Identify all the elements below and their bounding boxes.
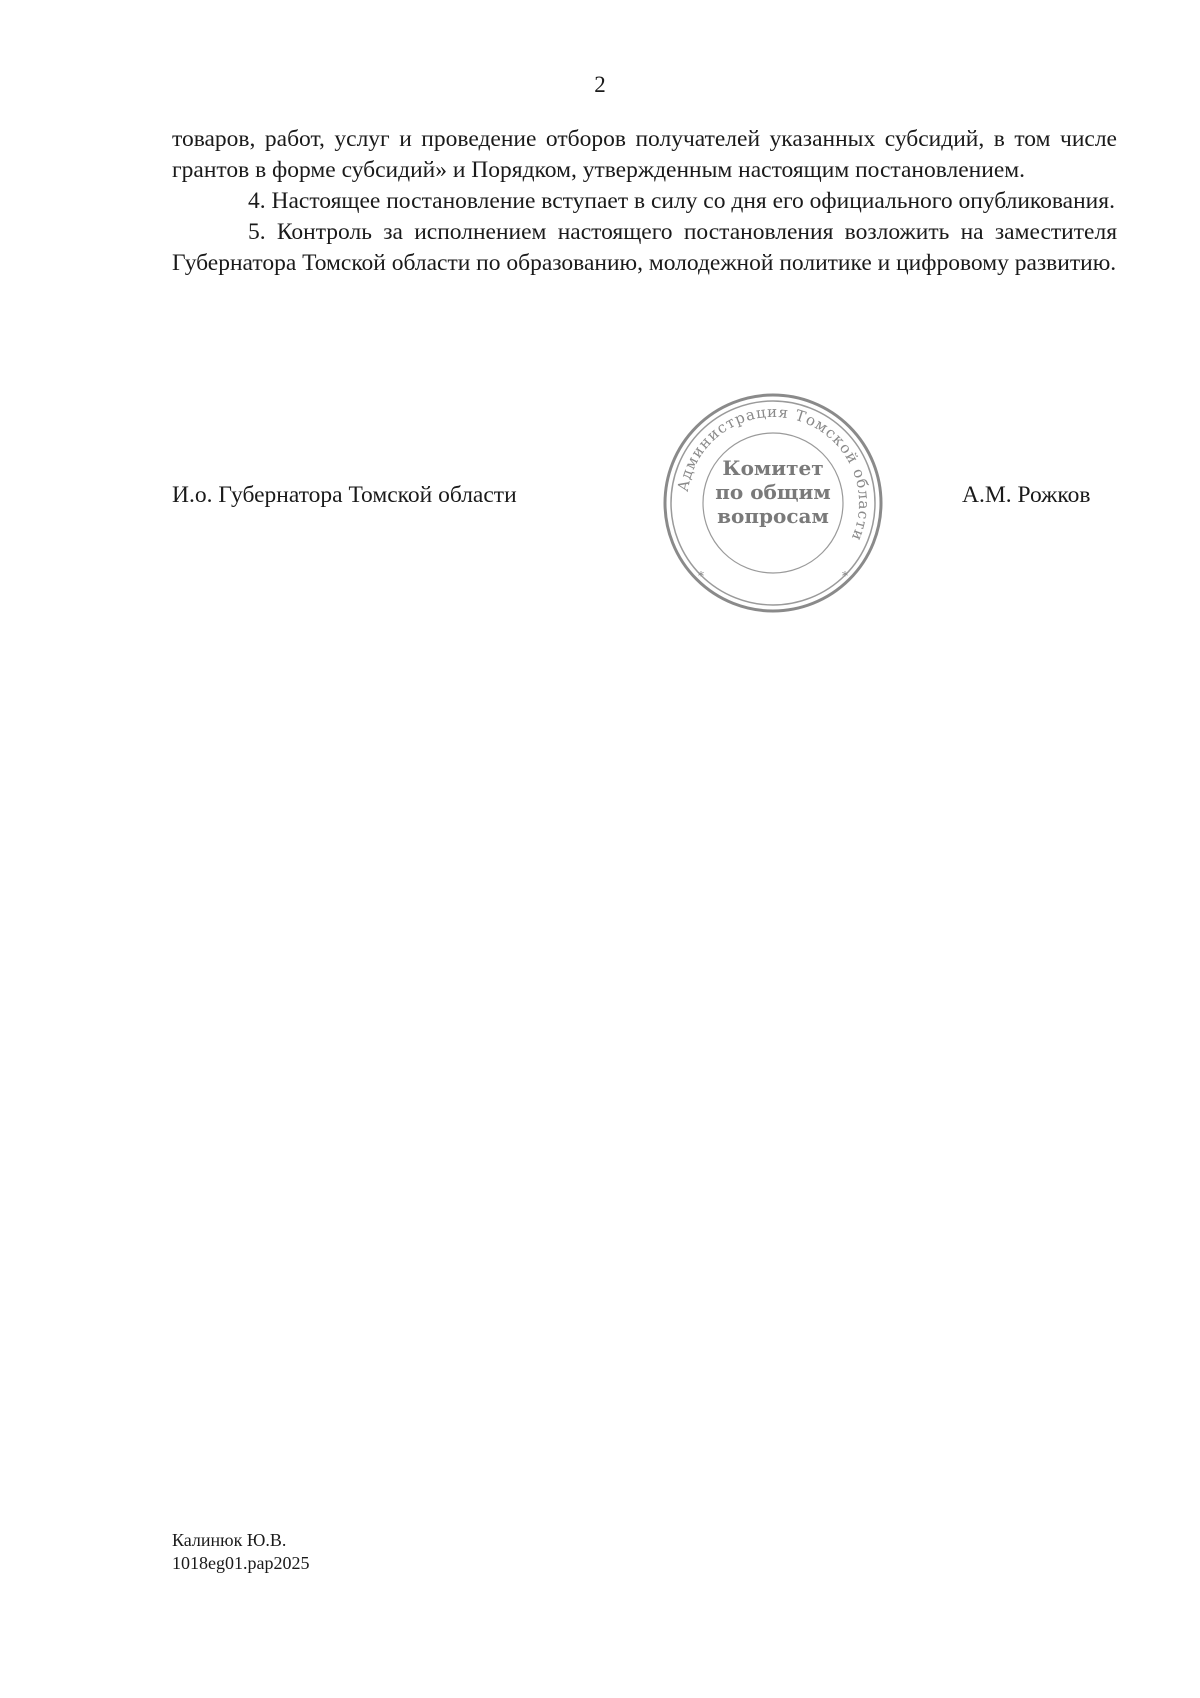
footer xyxy=(172,1529,309,1575)
stamp-line-1: Комитет xyxy=(722,456,824,480)
stamp-center-text xyxy=(660,456,886,528)
official-stamp xyxy=(660,390,886,616)
paragraph-continuation: товаров, работ, услуг и проведение отборов получателей указанных субсидий, в том числе грантов в форме субсидий» и Порядком, утвержденным настоящим постановлением. xyxy=(172,126,1117,183)
paragraph-item-4: 4. Настоящее постановление вступает в силу со дня его официального опубликования. xyxy=(248,188,1115,214)
page-number: 2 xyxy=(594,72,606,97)
signatory-position: И.о. Губернатора Томской области xyxy=(172,482,517,508)
body-text xyxy=(172,124,1117,279)
footer-file-code: 1018eg01.pap2025 xyxy=(172,1553,310,1573)
stamp-ring-text: Администрация Томской области xyxy=(673,402,874,545)
stamp-line-3: вопросам xyxy=(717,504,829,528)
paragraph-item-5: 5. Контроль за исполнением настоящего постановления возложить на заместителя Губернатора Томской области по образованию, молодежной политике и цифровому развитию. xyxy=(172,219,1117,276)
stamp-line-2: по общим xyxy=(715,480,831,504)
signatory-name: А.М. Рожков xyxy=(962,482,1091,508)
svg-text:*: * xyxy=(842,569,848,583)
svg-text:*: * xyxy=(698,569,704,583)
footer-author: Калинюк Ю.В. xyxy=(172,1530,287,1550)
